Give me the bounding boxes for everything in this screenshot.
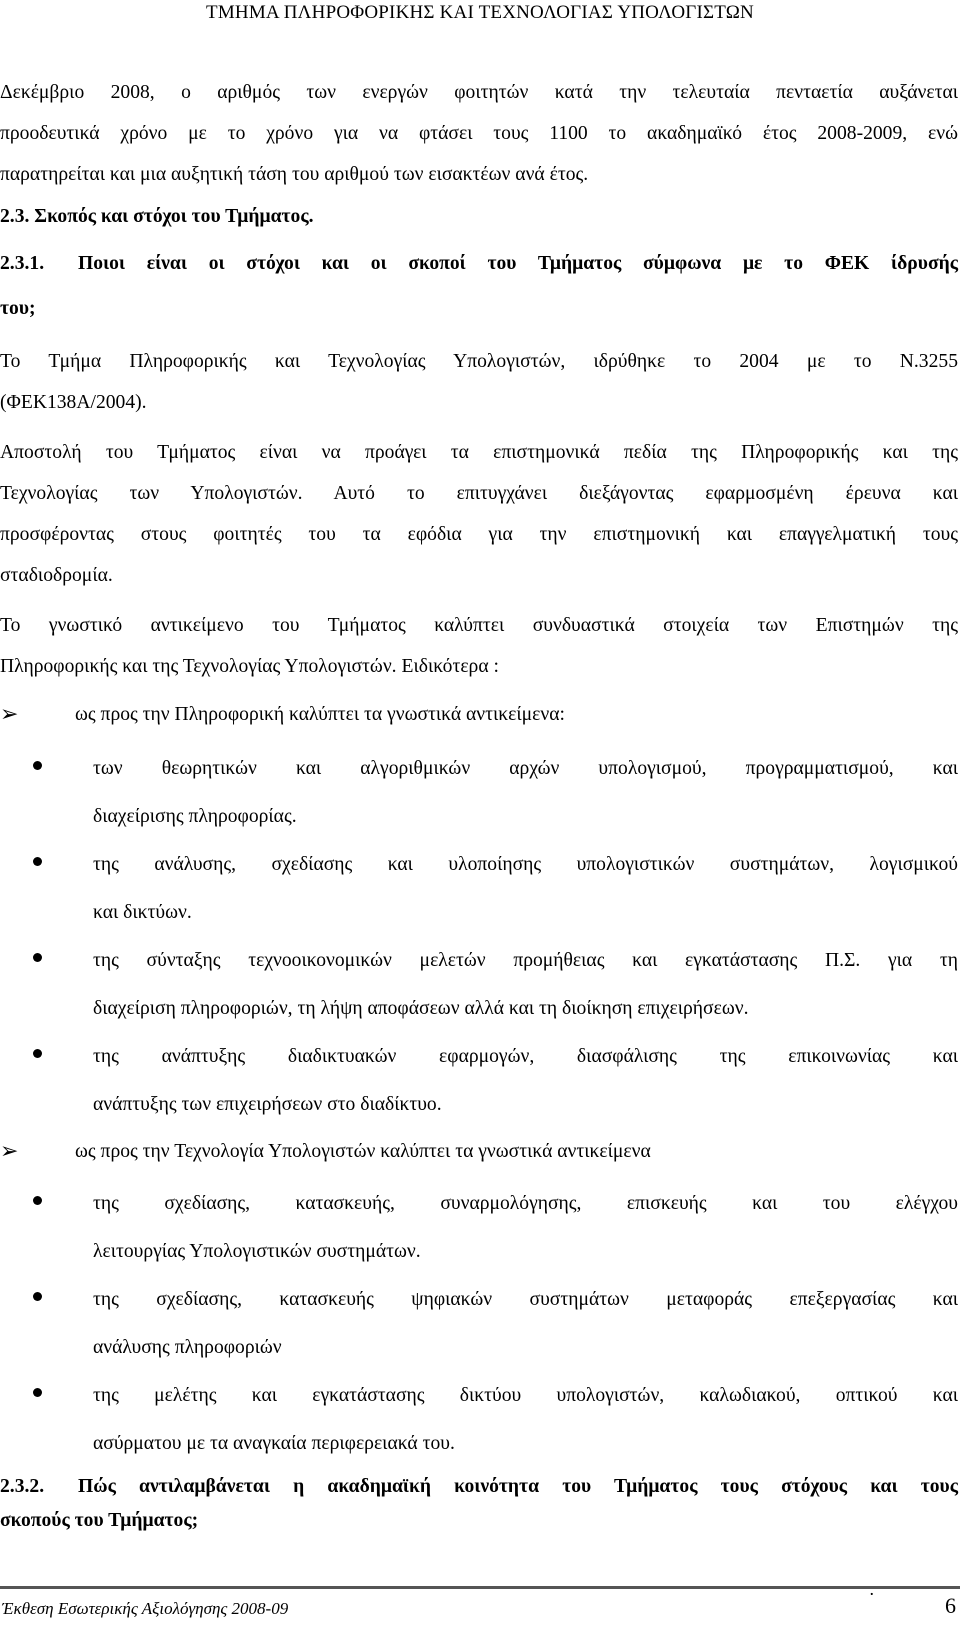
page-header: ΤΜΗΜΑ ΠΛΗΡΟΦΟΡΙΚΗΣ ΚΑΙ ΤΕΧΝΟΛΟΓΙΑΣ ΥΠΟΛΟΓΙΣΤΩΝ [206,2,754,23]
text-line: της μελέτης και εγκατάστασης δικτύου υπολογιστών, καλωδιακού, οπτικού και [93,1385,958,1406]
list-item [0,1033,960,1129]
list-item [0,745,960,841]
text-line: προοδευτικά χρόνο με το χρόνο για να φτάσει τους 1100 το ακαδημαϊκό έτος 2008-2009, ενώ [0,123,958,144]
text-line: της σχεδίασης, κατασκευής, συναρμολόγησης, επισκευής και του ελέγχου [93,1193,958,1214]
text-line: παρατηρείται και μια αυξητική τάση του αριθμού των εισακτέων ανά έτος. [0,164,589,185]
text-line: Δεκέμβριο 2008, ο αριθμός των ενεργών φοιτητών κατά την τελευταία πενταετία αυξάνεται [0,82,958,103]
section-heading-2-3-1 [0,241,958,331]
list-item [0,1372,960,1468]
list-item [0,1276,960,1372]
text-line: Αποστολή του Τμήματος είναι να προάγει τα επιστημονικά πεδία της Πληροφορικής και της [0,442,958,463]
bullet-dot-icon [33,1292,42,1301]
arrow-bullet-icon: ➢ [0,1139,19,1164]
list-item [0,937,960,1033]
intro-paragraph [0,72,958,195]
informatics-list [0,745,960,1129]
text-line: Το γνωστικό αντικείμενο του Τμήματος καλύπτει συνδυαστικά στοιχεία των Επιστημών της [0,615,958,636]
founding-paragraph [0,341,958,423]
mission-paragraph [0,432,958,596]
arrow-bullet-icon: ➢ [0,702,19,727]
text-line: σταδιοδρομία. [0,565,113,586]
section-number: 2.3.2. [0,1476,45,1497]
text-line: και δικτύων. [93,902,192,923]
section-heading-2-3 [0,195,958,239]
text-line: ανάλυσης πληροφοριών [93,1337,282,1358]
bullet-dot-icon [33,1388,42,1397]
arrow-item-label: ως προς την Πληροφορική καλύπτει τα γνωστικά αντικείμενα: [75,704,565,725]
technology-list [0,1180,960,1468]
section-title-line: του; [0,298,36,319]
text-line: των θεωρητικών και αλγοριθμικών αρχών υπολογισμού, προγραμματισμού, και [93,758,958,779]
section-title-line: Πώς αντιλαμβάνεται η ακαδημαϊκή κοινότητα του Τμήματος τους στόχους και τους [78,1476,958,1497]
text-line: λειτουργίας Υπολογιστικών συστημάτων. [93,1241,421,1262]
bullet-dot-icon [33,761,42,770]
section-number: 2.3. [0,206,30,227]
text-line: Πληροφορικής και της Τεχνολογίας Υπολογιστών. Ειδικότερα : [0,656,499,677]
text-line: ασύρματου με τα αναγκαία περιφερειακά του. [93,1433,455,1454]
text-line: της σχεδίασης, κατασκευής ψηφιακών συστημάτων μεταφοράς επεξεργασίας και [93,1289,958,1310]
section-title-line: Ποιοι είναι οι στόχοι και οι σκοποί του Τμήματος σύμφωνα με το ΦΕΚ ίδρυσής [78,253,958,274]
scope-paragraph [0,605,958,687]
bullet-dot-icon [33,857,42,866]
text-line: προσφέροντας στους φοιτητές του τα εφόδια για την επιστημονική και επαγγελματική τους [0,524,958,545]
text-line: διαχείριση πληροφοριών, τη λήψη αποφάσεων αλλά και τη διοίκηση επιχειρήσεων. [93,998,749,1019]
text-line: διαχείρισης πληροφορίας. [93,806,297,827]
text-line: ανάπτυξης των επιχειρήσεων στο διαδίκτυο. [93,1094,442,1115]
text-line: της ανάπτυξης διαδικτυακών εφαρμογών, διασφάλισης της επικοινωνίας και [93,1046,958,1067]
list-item [0,841,960,937]
bullet-dot-icon [33,1049,42,1058]
section-heading-2-3-2 [0,1470,958,1538]
section-title-line: σκοπούς του Τμήματος; [0,1510,199,1531]
text-line: της σύνταξης τεχνοοικονομικών μελετών προμήθειας και εγκατάστασης Π.Σ. για τη [93,950,958,971]
text-line: της ανάλυσης, σχεδίασης και υλοποίησης υπολογιστικών συστημάτων, λογισμικού [93,854,958,875]
text-line: (ΦΕΚ138Α/2004). [0,392,147,413]
arrow-item-computer-technology [0,1131,960,1172]
arrow-item-informatics [0,694,960,735]
text-line: Τεχνολογίας των Υπολογιστών. Αυτό το επιτυγχάνει διεξάγοντας εφαρμοσμένη έρευνα και [0,483,958,504]
footer-report-title: Έκθεση Εσωτερικής Αξιολόγησης 2008-09 [2,1599,289,1618]
document-body [0,72,960,1538]
bullet-dot-icon [33,1196,42,1205]
bullet-dot-icon [33,953,42,962]
section-number: 2.3.1. [0,253,45,274]
section-title: Σκοπός και στόχοι του Τμήματος. [34,206,314,227]
page-footer [0,1579,960,1626]
page-number: 6 [945,1593,956,1618]
arrow-item-label: ως προς την Τεχνολογία Υπολογιστών καλύπτει τα γνωστικά αντικείμενα [75,1141,651,1162]
text-line: Το Τμήμα Πληροφορικής και Τεχνολογίας Υπολογιστών, ιδρύθηκε το 2004 με το Ν.3255 [0,351,958,372]
list-item [0,1180,960,1276]
footer-dot: . [869,1579,874,1599]
